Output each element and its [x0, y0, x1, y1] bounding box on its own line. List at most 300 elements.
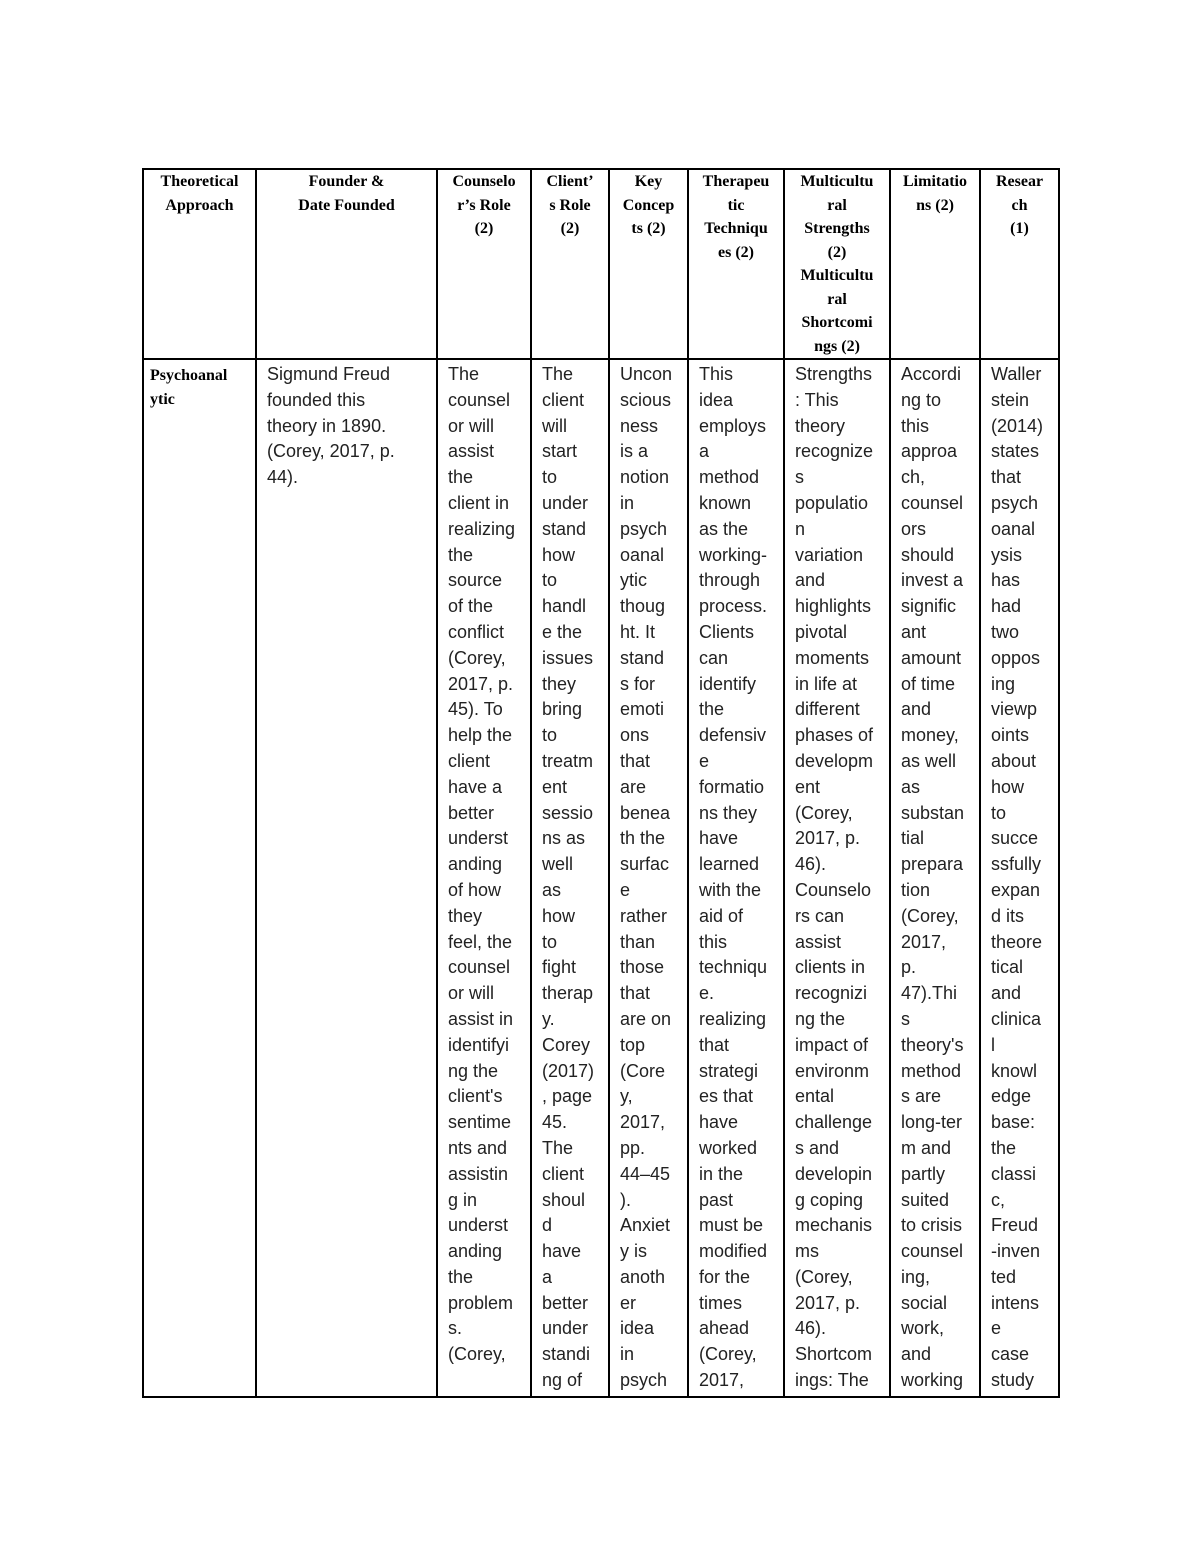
text-line: s Role	[549, 196, 591, 214]
text-line: ings: The	[795, 1370, 869, 1391]
text-line: (Corey,	[448, 1344, 506, 1365]
text-line: 47).Thi	[901, 983, 958, 1004]
text-line: idea	[699, 389, 734, 410]
header-theoretical-approach	[143, 169, 256, 359]
text-line: phases of	[795, 725, 874, 746]
text-line: worked	[699, 1137, 758, 1158]
text-line: edge	[991, 1086, 1032, 1107]
text-line: benea	[620, 802, 671, 823]
text-line: es (2)	[718, 243, 754, 261]
text-line: underst	[448, 828, 509, 849]
text-line: clinica	[991, 1008, 1042, 1029]
text-line: learned	[699, 854, 760, 875]
text-line: client	[448, 750, 491, 771]
text-line: that	[620, 983, 651, 1004]
text-line: and	[795, 570, 826, 591]
text-line: invest a	[901, 570, 964, 591]
cell-client-role	[531, 359, 609, 1397]
text-line: r’s Role	[457, 196, 511, 214]
text-line: (Corey,	[795, 1266, 853, 1287]
text-line: identifyi	[448, 1034, 510, 1055]
text-line: oanal	[620, 544, 665, 565]
text-line: to	[542, 570, 558, 591]
text-line: ht. It	[620, 621, 656, 642]
theoretical-approaches-table	[142, 168, 1060, 1398]
text-line: 44).	[267, 467, 299, 488]
text-line: Therapeu	[702, 173, 770, 190]
text-line: notion	[620, 467, 670, 488]
text-line: idea	[620, 1318, 655, 1339]
text-line: states	[991, 441, 1040, 462]
text-line: in	[620, 1344, 635, 1365]
text-line: modified	[699, 1241, 768, 1262]
text-line: (Corey,	[901, 905, 959, 926]
text-line: classi	[991, 1163, 1037, 1184]
text-line: fight	[542, 957, 577, 978]
text-line: y.	[542, 1008, 555, 1029]
text-line: psych	[991, 492, 1039, 513]
text-line: counsel	[901, 1241, 964, 1262]
text-line: -inven	[991, 1241, 1041, 1262]
text-line: problem	[448, 1292, 514, 1313]
text-line: recognizi	[795, 983, 868, 1004]
text-line: 2017,	[620, 1112, 666, 1133]
text-line: strategi	[699, 1060, 759, 1081]
text-line: (1)	[1010, 220, 1029, 237]
text-line: Shortcom	[795, 1344, 873, 1365]
text-line: e.	[699, 983, 715, 1004]
text-line: ng the	[795, 1008, 846, 1029]
text-line: tial	[901, 828, 925, 849]
text-line: ts (2)	[631, 220, 666, 237]
text-line: surfac	[620, 854, 670, 875]
text-line: Resear	[995, 173, 1044, 190]
text-line: g coping	[795, 1189, 864, 1210]
text-line: ing,	[901, 1266, 931, 1287]
text-line: p.	[901, 957, 917, 978]
text-line: method	[901, 1060, 962, 1081]
text-line: sentime	[448, 1112, 512, 1133]
text-line: s	[901, 1008, 910, 1029]
text-line: (2)	[560, 220, 580, 237]
text-line: the	[448, 467, 474, 488]
text-line: assist in	[448, 1008, 514, 1029]
text-line: they	[542, 673, 577, 694]
text-line: l	[991, 1034, 995, 1055]
text-line: the	[448, 544, 474, 565]
text-line: better	[542, 1292, 589, 1313]
text-line: and	[901, 699, 932, 720]
text-line: expan	[991, 879, 1041, 900]
header-multicultural	[784, 169, 890, 359]
text-line: Sigmund Freud	[267, 364, 391, 384]
text-line: Anxiet	[620, 1215, 671, 1236]
text-line: pivotal	[795, 621, 848, 642]
text-line: source	[448, 570, 503, 591]
text-line: start	[542, 441, 578, 462]
text-line: or will	[448, 983, 495, 1004]
text-line: conflict	[448, 621, 505, 642]
text-line: ahead	[699, 1318, 750, 1339]
text-line: ssfully	[991, 854, 1042, 875]
text-line: e the	[542, 621, 583, 642]
text-line: pp.	[620, 1137, 646, 1158]
text-line: knowl	[991, 1060, 1038, 1081]
text-line: identify	[699, 673, 757, 694]
text-line: theore	[991, 931, 1043, 952]
text-line: client	[542, 1163, 585, 1184]
text-line: 2017, p.	[795, 1292, 861, 1313]
text-line: underst	[448, 1215, 509, 1236]
text-line: Multicultu	[800, 173, 874, 190]
text-line: in life at	[795, 673, 858, 694]
text-line: of time	[901, 673, 956, 694]
text-line: Limitatio	[903, 173, 967, 190]
header-founder-date	[256, 169, 437, 359]
text-line: s are	[901, 1086, 942, 1107]
text-line: tical	[991, 957, 1024, 978]
text-line: and	[901, 1344, 932, 1365]
text-line: can	[699, 647, 729, 668]
text-line: ysis	[991, 544, 1022, 565]
text-line: 45.	[542, 1112, 568, 1133]
text-line: treatm	[542, 750, 594, 771]
text-line: formatio	[699, 776, 765, 797]
text-line: defensiv	[699, 725, 767, 746]
text-line: Waller	[991, 364, 1042, 384]
text-line: Counselo	[452, 173, 516, 190]
text-line: ing	[991, 673, 1016, 694]
text-line: techniqu	[699, 957, 768, 978]
text-line: scious	[620, 389, 672, 410]
text-line: s for	[620, 673, 656, 694]
header-client-role	[531, 169, 609, 359]
text-line: ent	[542, 776, 568, 797]
text-line: as	[901, 776, 921, 797]
text-line: impact of	[795, 1034, 869, 1055]
text-line: The	[542, 364, 574, 384]
text-line: ral	[827, 290, 847, 308]
text-line: (Core	[620, 1060, 666, 1081]
header-row	[143, 169, 1059, 359]
text-line: ng to	[901, 389, 942, 410]
text-line: ns as	[542, 828, 586, 849]
text-line: tic	[727, 196, 745, 214]
text-line: 2017,	[699, 1370, 745, 1391]
text-line: feel, the	[448, 931, 513, 952]
text-line: ch,	[901, 467, 926, 488]
text-line: ).	[620, 1189, 631, 1210]
text-line: sessio	[542, 802, 594, 823]
text-line: counsel	[901, 492, 964, 513]
text-line: ted	[991, 1266, 1017, 1287]
text-line: issues	[542, 647, 594, 668]
text-line: top	[620, 1034, 646, 1055]
text-line: as the	[699, 518, 749, 539]
text-line: is a	[620, 441, 649, 462]
text-line: to	[542, 467, 558, 488]
text-line: than	[620, 931, 656, 952]
text-line: base:	[991, 1112, 1036, 1133]
text-line: work,	[901, 1318, 945, 1339]
text-line: n	[795, 518, 806, 539]
text-line: for the	[699, 1266, 751, 1287]
text-line: amount	[901, 647, 962, 668]
text-line: anding	[448, 854, 503, 875]
text-line: a	[542, 1266, 553, 1287]
text-line: prepara	[901, 854, 964, 875]
text-line: ns they	[699, 802, 758, 823]
text-line: realizing	[448, 518, 516, 539]
text-line: Corey	[542, 1034, 591, 1055]
text-line: are	[620, 776, 647, 797]
text-line: aid of	[699, 905, 744, 926]
text-line: ental	[795, 1086, 835, 1107]
text-line: ytic	[150, 390, 175, 408]
text-line: The	[448, 364, 480, 384]
text-line: m and	[901, 1137, 952, 1158]
text-line: therap	[542, 983, 594, 1004]
text-line: social	[901, 1292, 948, 1313]
text-line: y,	[620, 1086, 633, 1107]
text-line: how	[542, 905, 576, 926]
text-line: s	[795, 467, 804, 488]
cell-founder	[256, 359, 437, 1397]
text-line: e	[620, 879, 631, 900]
text-line: those	[620, 957, 665, 978]
text-line: past	[699, 1189, 734, 1210]
text-line: oanal	[991, 518, 1036, 539]
text-line: rs can	[795, 905, 845, 926]
text-line: recognize	[795, 441, 874, 462]
text-line: ch	[1011, 196, 1028, 214]
text-line: counsel	[448, 389, 511, 410]
cell-limitations	[890, 359, 980, 1397]
text-line: case	[991, 1344, 1030, 1365]
text-line: or will	[448, 415, 495, 436]
text-line: psych	[620, 518, 668, 539]
text-line: anoth	[620, 1266, 666, 1287]
text-line: ytic	[620, 570, 647, 591]
text-line: oints	[991, 725, 1030, 746]
table-row	[143, 359, 1059, 1397]
text-line: e	[699, 750, 710, 771]
text-line: 46).	[795, 854, 827, 875]
text-line: (2017)	[542, 1060, 595, 1081]
text-line: signific	[901, 596, 957, 617]
text-line: in	[620, 492, 635, 513]
text-line: ral	[827, 196, 847, 214]
text-line: stand	[542, 518, 587, 539]
text-line: as well	[901, 750, 957, 771]
text-line: the	[699, 699, 725, 720]
text-line: s and	[795, 1137, 840, 1158]
text-line: realizing	[699, 1008, 767, 1029]
text-line: as	[542, 879, 562, 900]
text-line: e	[991, 1318, 1002, 1339]
text-line: counsel	[448, 957, 511, 978]
text-line: have a	[448, 776, 503, 797]
text-line: they	[448, 905, 483, 926]
text-line: mechanis	[795, 1215, 873, 1236]
text-line: client's	[448, 1086, 503, 1107]
text-line: environm	[795, 1060, 870, 1081]
text-line: (Corey,	[795, 802, 853, 823]
text-line: populatio	[795, 492, 869, 513]
text-line: theory in 1890.	[267, 415, 387, 436]
text-line: how	[542, 544, 576, 565]
text-line: under	[542, 1318, 589, 1339]
text-line: must be	[699, 1215, 764, 1236]
text-line: have	[699, 828, 739, 849]
text-line: (2014)	[991, 415, 1044, 436]
text-line: known	[699, 492, 752, 513]
text-line: thoug	[620, 596, 666, 617]
text-line: ons	[620, 725, 650, 746]
text-line: intens	[991, 1292, 1040, 1313]
text-line: to	[991, 802, 1007, 823]
text-line: Shortcomi	[801, 314, 873, 331]
cell-key-concepts	[609, 359, 688, 1397]
text-line: clients in	[795, 957, 866, 978]
header-counselor-role	[437, 169, 531, 359]
text-line: moments	[795, 647, 870, 668]
cell-counselor-role	[437, 359, 531, 1397]
text-line: this	[901, 415, 930, 436]
text-line: variation	[795, 544, 864, 565]
text-line: Client’	[546, 173, 594, 190]
text-line: this	[699, 931, 728, 952]
text-line: tion	[901, 879, 931, 900]
text-line: Clients	[699, 621, 755, 642]
text-line: ng the	[448, 1060, 499, 1081]
header-key-concepts	[609, 169, 688, 359]
text-line: c,	[991, 1189, 1006, 1210]
text-line: method	[699, 467, 760, 488]
text-line: handl	[542, 596, 587, 617]
text-line: d its	[991, 905, 1025, 926]
text-line: highlights	[795, 596, 872, 617]
text-line: assist	[795, 931, 842, 952]
text-line: client	[542, 389, 585, 410]
text-line: and	[991, 983, 1022, 1004]
text-line: succe	[991, 828, 1039, 849]
text-line: This	[699, 364, 734, 384]
text-line: assist	[448, 441, 495, 462]
text-line: about	[991, 750, 1037, 771]
text-line: Freud	[991, 1215, 1039, 1236]
text-line: ness	[620, 415, 659, 436]
text-line: should	[901, 544, 955, 565]
text-line: ngs (2)	[814, 337, 860, 355]
text-line: (Corey,	[448, 647, 506, 668]
text-line: Approach	[165, 196, 234, 214]
text-line: 44–45	[620, 1163, 671, 1184]
text-line: Accordi	[901, 364, 962, 384]
text-line: money,	[901, 725, 959, 746]
text-line: had	[991, 596, 1022, 617]
text-line: theory	[795, 415, 846, 436]
text-line: ns (2)	[916, 196, 954, 214]
text-line: in the	[699, 1163, 744, 1184]
text-line: ng of	[542, 1370, 583, 1391]
text-line: founded this	[267, 389, 366, 410]
cell-approach	[143, 359, 256, 1397]
text-line: Date Founded	[298, 196, 395, 214]
cell-research	[980, 359, 1059, 1397]
text-line: Founder &	[308, 173, 385, 190]
text-line: rather	[620, 905, 668, 926]
text-line: 46).	[795, 1318, 827, 1339]
text-line: ms	[795, 1241, 819, 1262]
text-line: are on	[620, 1008, 672, 1029]
text-line: have	[542, 1241, 582, 1262]
text-line: 2017, p.	[448, 673, 514, 694]
text-line: nts and	[448, 1137, 508, 1158]
text-line: g in	[448, 1189, 478, 1210]
text-line: Strengths	[795, 364, 873, 384]
text-line: will	[542, 415, 567, 436]
text-line: psych	[620, 1370, 668, 1391]
text-line: through	[699, 570, 761, 591]
header-therapeutic-techniques	[688, 169, 784, 359]
text-line: Techniqu	[704, 220, 768, 237]
text-line: ors	[901, 518, 927, 539]
text-line: Psychoanal	[150, 367, 228, 384]
text-line: : This	[795, 389, 839, 410]
text-line: have	[699, 1112, 739, 1133]
text-line: stein	[991, 389, 1030, 410]
text-line: times	[699, 1292, 743, 1313]
text-line: to	[542, 725, 558, 746]
cell-techniques	[688, 359, 784, 1397]
text-line: that	[991, 467, 1022, 488]
text-line: partly	[901, 1163, 946, 1184]
header-limitations	[890, 169, 980, 359]
text-line: (2)	[474, 220, 494, 237]
text-line: The	[542, 1137, 574, 1158]
text-line: two	[991, 621, 1020, 642]
text-line: of how	[448, 879, 502, 900]
text-line: under	[542, 492, 589, 513]
text-line: (Corey,	[699, 1344, 757, 1365]
text-line: stand	[620, 647, 665, 668]
text-line: assistin	[448, 1163, 509, 1184]
text-line: 2017, p.	[795, 828, 861, 849]
text-line: working	[901, 1370, 964, 1391]
text-line: y is	[620, 1241, 647, 1262]
text-line: ant	[901, 621, 927, 642]
text-line: challenge	[795, 1112, 873, 1133]
text-line: long-ter	[901, 1112, 963, 1133]
text-line: client in	[448, 492, 510, 513]
text-line: er	[620, 1292, 637, 1313]
text-line: help the	[448, 725, 513, 746]
text-line: Counselo	[795, 879, 872, 900]
text-line: d	[542, 1215, 553, 1236]
text-line: Key	[634, 173, 663, 190]
text-line: a	[699, 441, 710, 462]
text-line: to crisis	[901, 1215, 963, 1236]
text-line: bring	[542, 699, 583, 720]
text-line: the	[448, 1266, 474, 1287]
text-line: with the	[699, 879, 762, 900]
text-line: developm	[795, 750, 874, 771]
text-line: oppos	[991, 647, 1041, 668]
text-line: different	[795, 699, 860, 720]
text-line: standi	[542, 1344, 591, 1365]
text-line: how	[991, 776, 1025, 797]
